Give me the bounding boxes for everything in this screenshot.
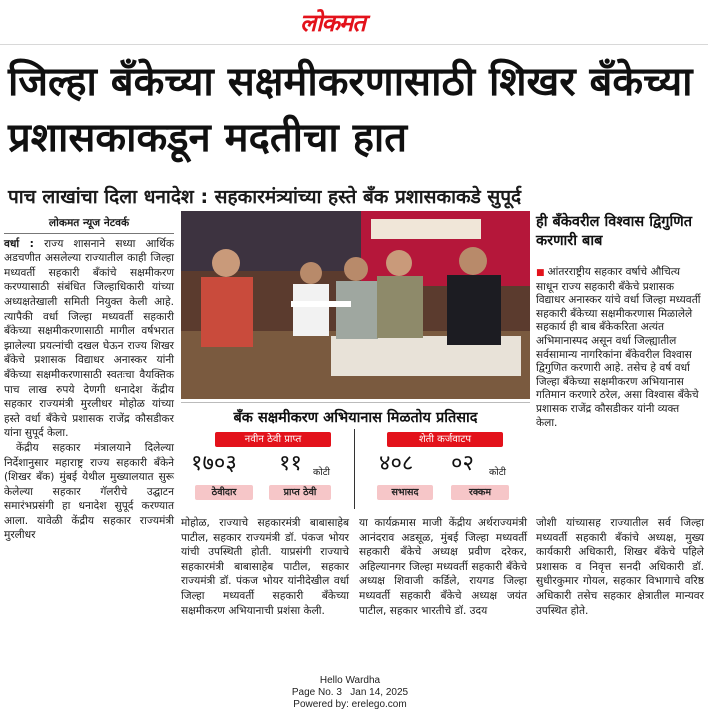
dateline: वर्धा :	[4, 237, 34, 250]
bullet-icon: ■	[536, 268, 545, 278]
stats-left-tag: नवीन ठेवी प्राप्त	[215, 432, 331, 447]
footer-powered-by[interactable]: Powered by: erelego.com	[293, 699, 407, 710]
byline: लोकमत न्यूज नेटवर्क	[4, 216, 174, 234]
article-column-4: जोशी यांच्यासह राज्यातील सर्व जिल्हा मध्यवर्ती सहकारी बँकांचे अध्यक्ष, मुख्य कार्यकारी अधिकारी, शिखर बँकेचे पहिले प्रशासक व निवृत्त सनदी अधिकारी डॉ. सुधीरकुमार गोयल, सहकार विभागाचे वरिष्ठ अधिकारी तसेच सहकार क्षेत्रातील मान्यवर उपस्थित होते.	[536, 517, 704, 617]
article-paragraph-1: वर्धा : राज्य शासनाने सध्या आर्थिक अडचणीत असलेल्या राज्यातील काही जिल्हा मध्यवर्ती सहकारी बँकांचे सक्षमीकरण करण्यासाठी संबंधित जिल्हाधिकारी यांच्या अध्यक्षतेखाली समिती नियुक्त केली आहे. त्यापैकी वर्धा जिल्हा मध्यवर्ती सहकारी बँकेच्या सक्षमीकरणासाठी मागील वर्षभरात झालेल्या प्रयत्नांची दखल घेऊन राज्य शिखर बँकेचे प्रशासक विद्याधर अनास्कर यांनी बँकेच्या सक्षमीकरणासाठी स्वतःचा वैयक्तिक पाच लाख रुपये देणगी धनादेश केंद्रीय सहकार राज्यमंत्री मुरलीधर मोहोळ यांच्या हस्ते वर्धा बँकेचे प्रशासक राजेंद्र कौसडीकर यांना सुपूर्द केला.	[4, 237, 174, 440]
article-column-2: मोहोळ, राज्याचे सहकारमंत्री बाबासाहेब पाटील, सहकार राज्यमंत्री डॉ. पंकज भोयर यांची उपस्थिती होती. याप्रसंगी राज्याचे सहकारमंत्री बाबासाहेब पाटील, सहकार राज्यमंत्री डॉ. पंकज भोयर यांनीदेखील वर्धा जिल्हा मध्यवर्ती सहकारी बँकेच्या सक्षमीकरण अभियानाची प्रशंसा केली.	[181, 517, 349, 617]
subheadline: पाच लाखांचा दिला धनादेश : सहकारमंत्र्यांच्या हस्ते बँक प्रशासकाकडे सुपूर्द	[8, 186, 522, 208]
sidebar-body: ■ आंतरराष्ट्रीय सहकार वर्षाचे औचित्य साधून राज्य सहकारी बँकेचे प्रशासक विद्याधर अनास्कर यांचे वर्धा जिल्हा मध्यवर्ती सहकारी बँकेच्या सक्षमीकरणास मिळालेले सहकार्य ही बाब बँकेकरिता अत्यंत अभिमानास्पद असून वर्धा जिल्ह्यातील सर्वसामान्य नागरिकांना बँकेवरील विश्वास द्विगुणित करणारी आहे. तसेच हे वर्ष वर्धा जिल्हा बँकेच्या सक्षमीकरण अभियानास गतिमान करणारे ठरेल, असा विश्वास बँकेचे प्रशासक राजेंद्र कौसडीकर यांनी व्यक्त केला.	[536, 266, 701, 429]
stats-left-amount-label: प्राप्त ठेवी	[269, 485, 331, 500]
stats-right-count-label: सभासद	[377, 485, 433, 500]
photo-illustration	[181, 211, 530, 399]
stats-right-amount: ०२	[451, 451, 474, 476]
article-column-1	[4, 216, 174, 543]
stats-left-amount: ११	[279, 451, 302, 476]
stats-title: बँक सक्षमीकरण अभियानास मिळतोय प्रतिसाद	[233, 410, 478, 426]
headline: जिल्हा बँकेच्या सक्षमीकरणासाठी शिखर बँकेच्या प्रशासकाकडून मदतीचा हात	[8, 59, 693, 161]
stats-right-count: ४०८	[379, 451, 414, 476]
article-paragraph-2: केंद्रीय सहकार मंत्रालयाने दिलेल्या निर्देशानुसार महाराष्ट्र राज्य सहकारी बँकेने (शिखर बँक) मुंबई येथील मुख्यालयात सुरू केलेल्या सहकार गॅलरीचे उद्घाटन समारंभप्रसंगी हा धनादेश सुपूर्द करण्यात आला. यावेळी केंद्रीय सहकार राज्यमंत्री मुरलीधर	[4, 441, 174, 542]
sidebar-title: ही बँकेवरील विश्वास द्विगुणित करणारी बाब	[536, 214, 692, 249]
footer	[250, 675, 450, 711]
stats-box	[181, 402, 530, 515]
stats-right-amount-label: रक्कम	[451, 485, 509, 500]
stats-left-count: १७०३	[191, 451, 237, 476]
stats-left-unit: कोटी	[313, 467, 331, 478]
footer-page-date: Page No. 3 Jan 14, 2025	[291, 687, 409, 698]
newspaper-logo: लोकमत	[300, 9, 365, 37]
article-column-3: या कार्यक्रमास माजी केंद्रीय अर्थराज्यमंत्री आनंदराव अडसूळ, मुंबई जिल्हा मध्यवर्ती सहकारी बँकेचे अध्यक्ष प्रवीण दरेकर, अहिल्यानगर जिल्हा मध्यवर्ती सहकारी बँकेचे अध्यक्ष शिवाजी कर्डिले, रायगड जिल्हा मध्यवर्ती सहकारी बँकेचे अध्यक्ष जयंत पाटील, सहकार भारतीचे डॉ. उदय	[359, 517, 527, 617]
stats-right-unit: कोटी	[489, 467, 507, 478]
stats-divider	[354, 429, 355, 509]
stats-right-tag: शेती कर्जवाटप	[387, 432, 503, 447]
masthead	[0, 0, 708, 45]
footer-edition: Hello Wardha	[319, 675, 381, 686]
news-photo	[181, 211, 530, 399]
stats-left-count-label: ठेवीदार	[195, 485, 253, 500]
